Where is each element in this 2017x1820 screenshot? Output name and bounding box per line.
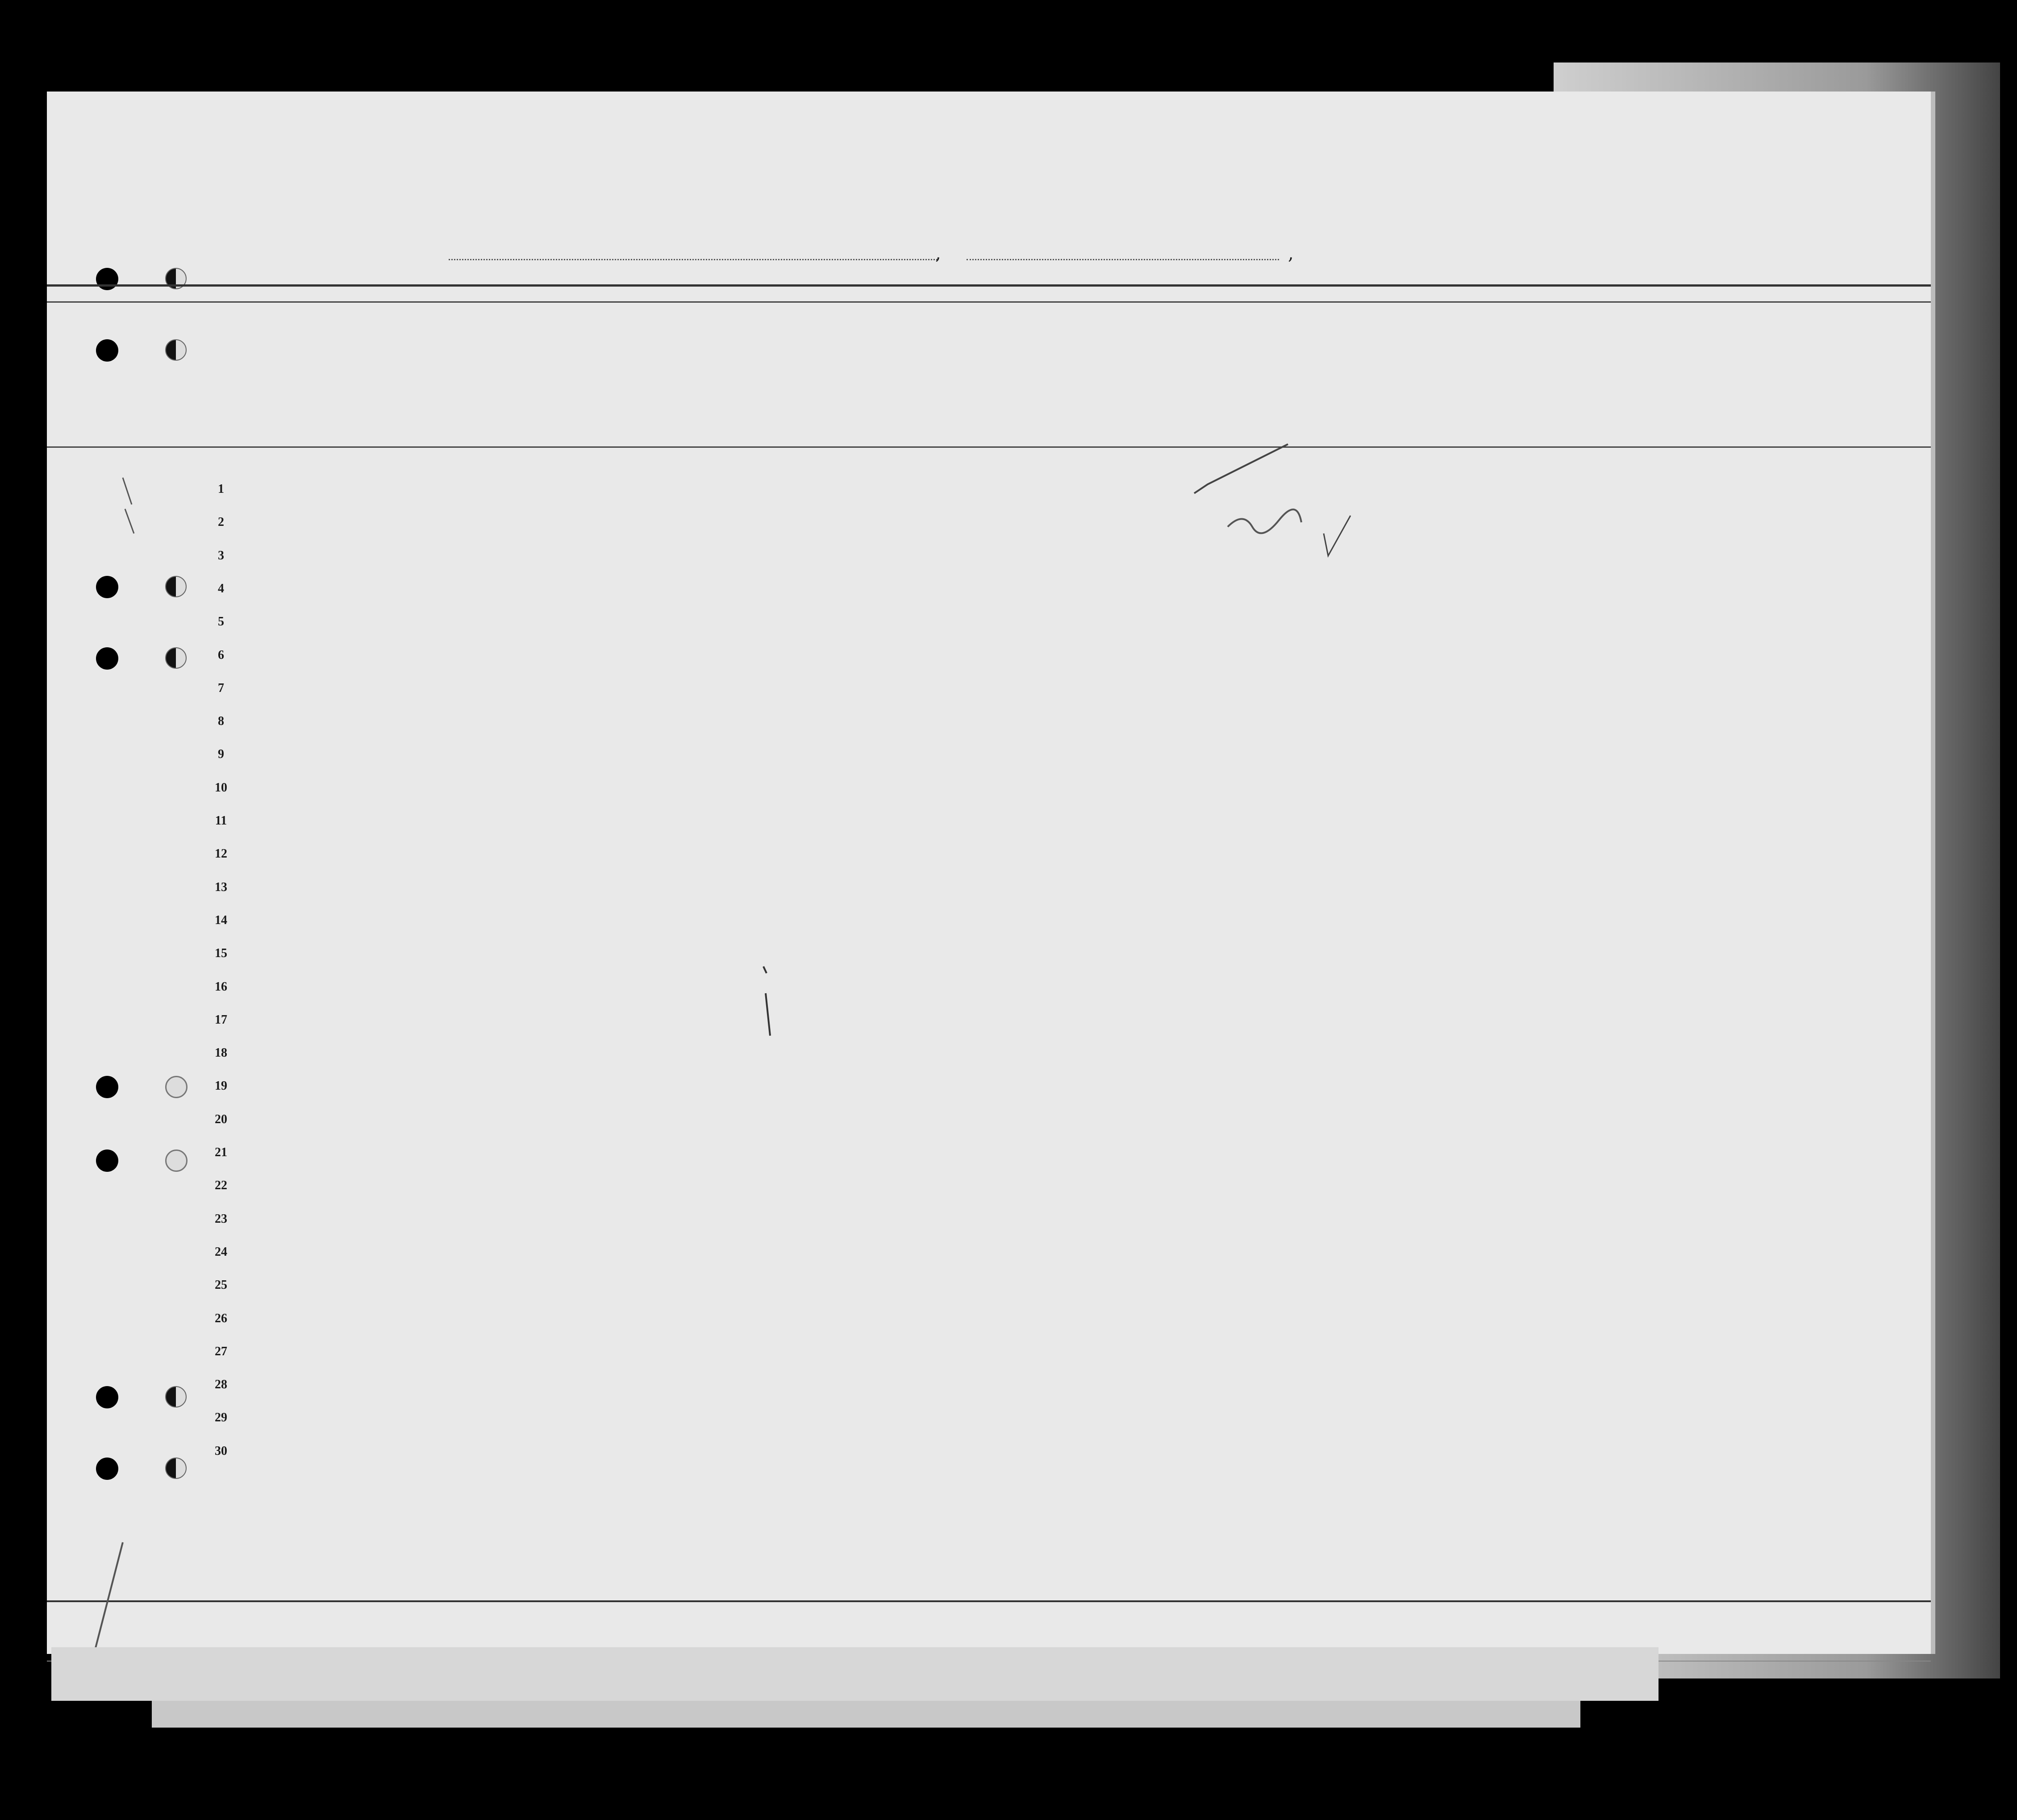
row-number: 25 — [215, 1278, 227, 1292]
row-number: 23 — [215, 1212, 227, 1226]
row-number: 12 — [215, 847, 227, 861]
pen-mark — [87, 1542, 123, 1654]
row-number: 20 — [215, 1112, 227, 1126]
check-mark — [123, 478, 132, 504]
check-mark — [1194, 444, 1288, 493]
check-mark — [1228, 509, 1301, 533]
row-number: 18 — [215, 1046, 227, 1060]
check-mark — [125, 509, 134, 533]
row-number: 15 — [215, 946, 227, 961]
row-number: 16 — [215, 979, 227, 994]
comma: , — [1288, 243, 1294, 264]
row-number: 14 — [215, 913, 227, 927]
row-number: 11 — [215, 814, 227, 828]
row-number: 6 — [218, 648, 224, 662]
row-number: 17 — [215, 1012, 227, 1027]
row-number: 3 — [218, 548, 224, 562]
row-number: 22 — [215, 1179, 227, 1193]
pen-mark — [766, 993, 770, 1036]
row-number: 8 — [218, 714, 224, 729]
handwritten-check-marks — [47, 92, 1931, 1654]
row-number: 21 — [215, 1145, 227, 1159]
row-number: 26 — [215, 1311, 227, 1325]
row-number: 4 — [218, 581, 224, 596]
row-number: 1 — [218, 482, 224, 496]
row-number: 2 — [218, 515, 224, 529]
check-mark — [1324, 516, 1350, 556]
row-number: 29 — [215, 1411, 227, 1425]
manifest-sheet — [47, 92, 1935, 1654]
torn-bottom-edge — [152, 1701, 1580, 1728]
pen-mark — [763, 966, 767, 973]
row-number: 13 — [215, 880, 227, 894]
row-number: 5 — [218, 615, 224, 629]
row-number: 28 — [215, 1378, 227, 1392]
row-number: 24 — [215, 1245, 227, 1259]
row-number: 10 — [215, 780, 227, 795]
row-number: 19 — [215, 1079, 227, 1093]
footer-sheet — [51, 1647, 1659, 1701]
row-number: 30 — [215, 1444, 227, 1458]
row-number: 9 — [218, 747, 224, 762]
comma: , — [935, 243, 941, 264]
row-number: 27 — [215, 1344, 227, 1358]
row-number: 7 — [218, 681, 224, 695]
